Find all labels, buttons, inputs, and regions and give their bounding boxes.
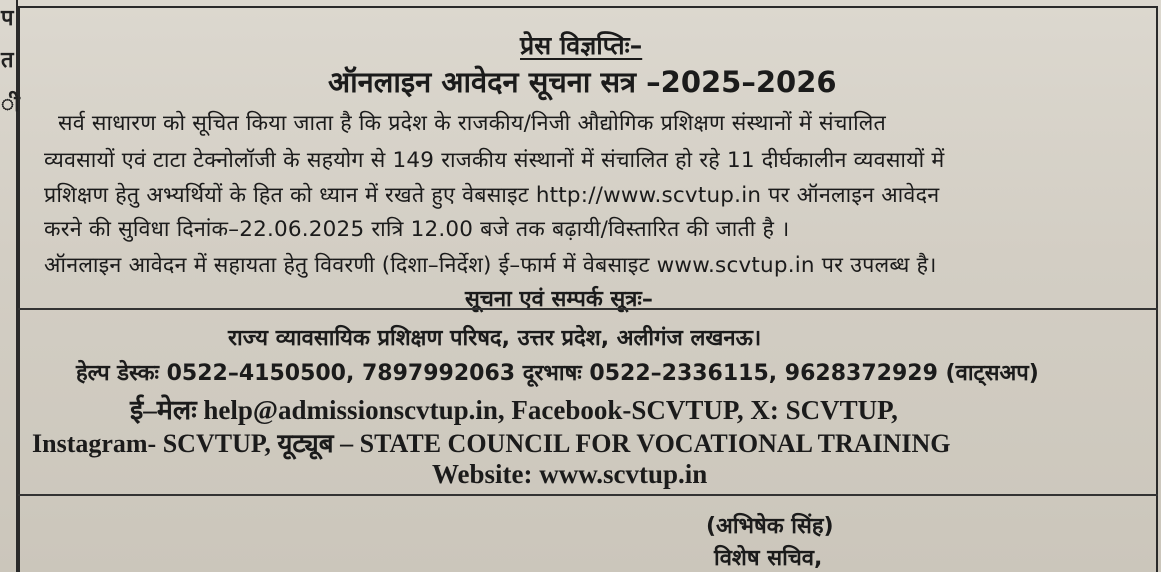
signatory-name: (अभिषेक सिंह) bbox=[706, 514, 834, 539]
notice-paragraph-line: सर्व साधारण को सूचित किया जाता है कि प्रदेश के राजकीय/निजी औद्योगिक प्रशिक्षण संस्थानों में संचालित bbox=[58, 111, 886, 136]
email-and-social: ई–मेलः help@admissionscvtup.in, Facebook-SCVTUP, X: SCVTUP, bbox=[130, 395, 898, 425]
press-release-heading: प्रेस विज्ञप्तिः– bbox=[520, 31, 643, 60]
notice-paragraph-line: प्रशिक्षण हेतु अभ्यर्थियों के हित को ध्यान में रखते हुए वेबसाइट http://www.scvtup.in पर ऑनलाइन आवेदन bbox=[44, 183, 940, 208]
notice-paragraph-line: ऑनलाइन आवेदन में सहायता हेतु विवरणी (दिशा–निर्देश) ई–फार्म में वेबसाइट www.scvtup.in पर उपलब्ध है। bbox=[44, 253, 937, 278]
council-address: राज्य व्यावसायिक प्रशिक्षण परिषद, उत्तर प्रदेश, अलीगंज लखनऊ। bbox=[228, 326, 762, 351]
section-divider bbox=[18, 494, 1158, 496]
social-and-council-name: Instagram- SCVTUP, यूट्यूब – STATE COUNCIL FOR VOCATIONAL TRAINING bbox=[32, 429, 951, 458]
council-website: Website: www.scvtup.in bbox=[432, 459, 708, 489]
margin-fragment: प bbox=[1, 6, 14, 31]
signatory-designation: विशेष सचिव, bbox=[714, 546, 823, 571]
margin-fragment: ी bbox=[1, 92, 20, 117]
notice-title: ऑनलाइन आवेदन सूचना सत्र –2025–2026 bbox=[328, 65, 837, 99]
notice-paragraph-line: करने की सुविधा दिनांक–22.06.2025 रात्रि 12.00 बजे तक बढ़ायी/विस्तारित की जाती है । bbox=[44, 217, 790, 242]
adjacent-column-fragment bbox=[0, 0, 18, 572]
notice-paragraph-line: व्यवसायों एवं टाटा टेक्नोलॉजी के सहयोग से 149 राजकीय संस्थानों में संचालित हो रहे 11 दीर्घकालीन व्यवसायों में bbox=[44, 148, 945, 173]
margin-fragment: त bbox=[1, 48, 14, 73]
helpdesk-numbers: हेल्प डेस्कः 0522–4150500, 7897992063 दूरभाषः 0522–2336115, 9628372929 (वाट्सअप) bbox=[76, 361, 1039, 386]
section-divider bbox=[18, 308, 1158, 310]
contact-heading: सूचना एवं सम्पर्क सूत्रः– bbox=[465, 287, 653, 312]
